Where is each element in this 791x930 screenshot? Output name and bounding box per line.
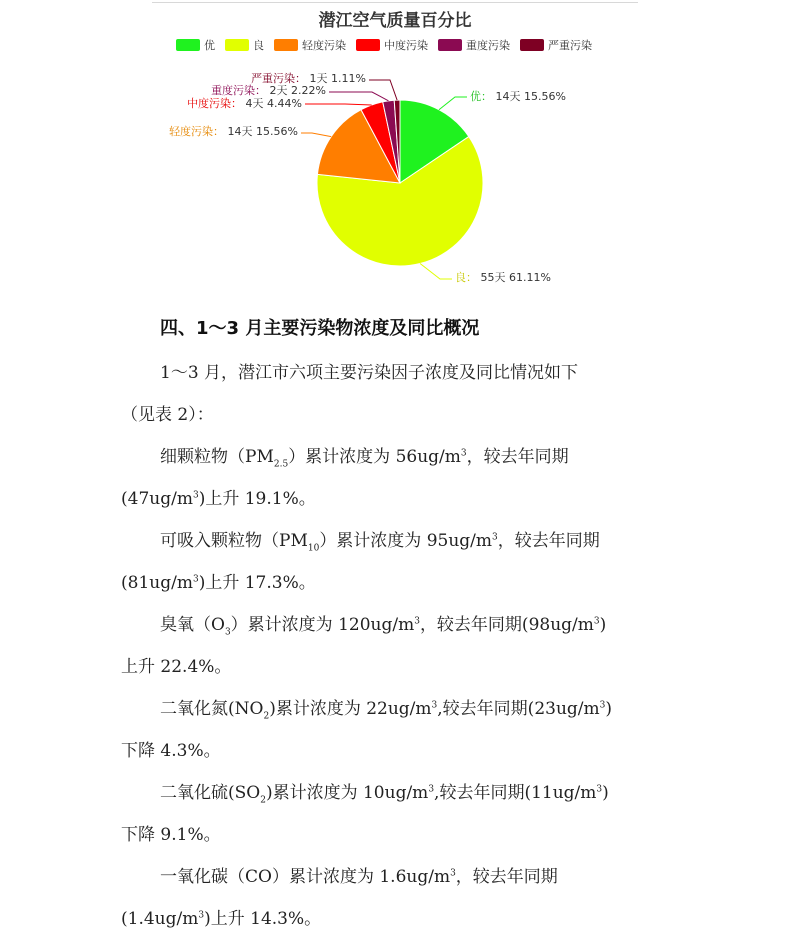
slice-label-name: 中度污染： bbox=[187, 97, 243, 110]
pm10-line-1 bbox=[160, 526, 600, 553]
text: ) bbox=[599, 615, 607, 635]
superscript: 3 bbox=[593, 616, 600, 627]
text: ，较去年同期 bbox=[455, 867, 558, 887]
subscript: 2 bbox=[263, 711, 270, 722]
subscript: 10 bbox=[307, 543, 320, 554]
subscript: 3 bbox=[224, 627, 231, 638]
text: 一氧化碳（CO）累计浓度为 1.6ug/m bbox=[160, 867, 451, 887]
leader-line bbox=[439, 97, 467, 110]
slice-label-value: 1天 1.11% bbox=[306, 72, 366, 85]
slice-label bbox=[169, 124, 298, 138]
superscript: 3 bbox=[192, 490, 199, 501]
leader-line bbox=[305, 104, 372, 105]
text: 二氧化硫(SO bbox=[160, 783, 261, 803]
text: (47ug/m bbox=[121, 489, 193, 509]
co-line-2 bbox=[121, 904, 321, 929]
o3-line-1 bbox=[160, 610, 606, 637]
slice-label bbox=[211, 83, 326, 97]
legend-label: 严重污染 bbox=[548, 39, 592, 52]
text: 臭氧（O bbox=[160, 615, 225, 635]
legend-label: 轻度污染 bbox=[302, 39, 346, 52]
pm10-line-2 bbox=[121, 568, 316, 593]
slice-label bbox=[187, 96, 302, 110]
so2-line-1 bbox=[160, 778, 609, 805]
pie-chart bbox=[0, 0, 791, 300]
slice-label bbox=[470, 89, 566, 103]
leader-line bbox=[420, 264, 452, 279]
slice-label-name: 优： bbox=[470, 90, 492, 103]
superscript: 3 bbox=[599, 700, 606, 711]
no2-line-2: 下降 4.3%。 bbox=[121, 741, 221, 761]
section-heading: 四、1～3 月主要污染物浓度及同比概况 bbox=[160, 318, 480, 339]
intro-line-1: 1～3 月，潜江市六项主要污染因子浓度及同比情况如下 bbox=[160, 363, 579, 383]
text: 细颗粒物（PM bbox=[160, 447, 274, 467]
subscript: 2.5 bbox=[273, 459, 289, 470]
slice-label-name: 轻度污染： bbox=[169, 125, 225, 138]
text: ）累计浓度为 120ug/m bbox=[230, 615, 415, 635]
superscript: 3 bbox=[192, 574, 199, 585]
legend-label: 良 bbox=[253, 39, 264, 52]
leader-line bbox=[369, 80, 397, 100]
superscript: 3 bbox=[492, 532, 498, 543]
leader-line bbox=[329, 92, 388, 101]
text: (81ug/m bbox=[121, 573, 193, 593]
slice-label bbox=[251, 71, 366, 85]
text: (1.4ug/m bbox=[121, 909, 199, 929]
legend-label: 中度污染 bbox=[384, 39, 428, 52]
subscript: 2 bbox=[260, 795, 266, 806]
text: ）累计浓度为 95ug/m bbox=[319, 531, 493, 551]
slice-label-value: 14天 15.56% bbox=[224, 125, 298, 138]
chart-title: 潜江空气质量百分比 bbox=[318, 11, 472, 31]
superscript: 3 bbox=[431, 700, 438, 711]
intro-line-2: （见表 2）： bbox=[121, 405, 214, 425]
pm25-line-1 bbox=[160, 442, 569, 469]
co-line-1 bbox=[160, 862, 558, 887]
slice-label-value: 55天 61.11% bbox=[477, 271, 551, 284]
text: ) bbox=[605, 699, 613, 719]
slice-label-name: 重度污染： bbox=[211, 84, 267, 97]
text: )上升 19.1%。 bbox=[198, 489, 316, 509]
text: )上升 14.3%。 bbox=[204, 909, 322, 929]
text: )累计浓度为 22ug/m bbox=[269, 699, 432, 719]
slice-label-value: 2天 2.22% bbox=[266, 84, 326, 97]
text: ）累计浓度为 56ug/m bbox=[288, 447, 461, 467]
slice-label-name: 严重污染： bbox=[251, 72, 307, 85]
o3-line-2: 上升 22.4%。 bbox=[121, 657, 232, 677]
superscript: 3 bbox=[460, 448, 467, 459]
text: 可吸入颗粒物（PM bbox=[160, 531, 308, 551]
text: )上升 17.3%。 bbox=[198, 573, 316, 593]
slice-label-value: 14天 15.56% bbox=[492, 90, 566, 103]
superscript: 3 bbox=[198, 910, 205, 921]
slice-label-name: 良： bbox=[455, 271, 477, 284]
text: ，较去年同期(98ug/m bbox=[419, 615, 594, 635]
legend-label: 重度污染 bbox=[466, 39, 510, 52]
text: ，较去年同期 bbox=[497, 531, 600, 551]
text: ) bbox=[602, 783, 609, 803]
superscript: 3 bbox=[428, 784, 435, 795]
so2-line-2: 下降 9.1%。 bbox=[121, 825, 221, 845]
slice-label bbox=[455, 270, 551, 284]
superscript: 3 bbox=[596, 784, 603, 795]
text: ,较去年同期(11ug/m bbox=[434, 783, 597, 803]
text: ，较去年同期 bbox=[466, 447, 569, 467]
superscript: 3 bbox=[450, 868, 456, 879]
leader-line bbox=[301, 133, 331, 137]
text: )累计浓度为 10ug/m bbox=[265, 783, 429, 803]
legend-label: 优 bbox=[204, 39, 215, 52]
pm25-line-2 bbox=[121, 484, 316, 509]
text: ,较去年同期(23ug/m bbox=[437, 699, 600, 719]
text: 二氧化氮(NO bbox=[160, 699, 264, 719]
superscript: 3 bbox=[414, 616, 420, 627]
slice-label-value: 4天 4.44% bbox=[242, 97, 302, 110]
no2-line-1 bbox=[160, 694, 612, 721]
